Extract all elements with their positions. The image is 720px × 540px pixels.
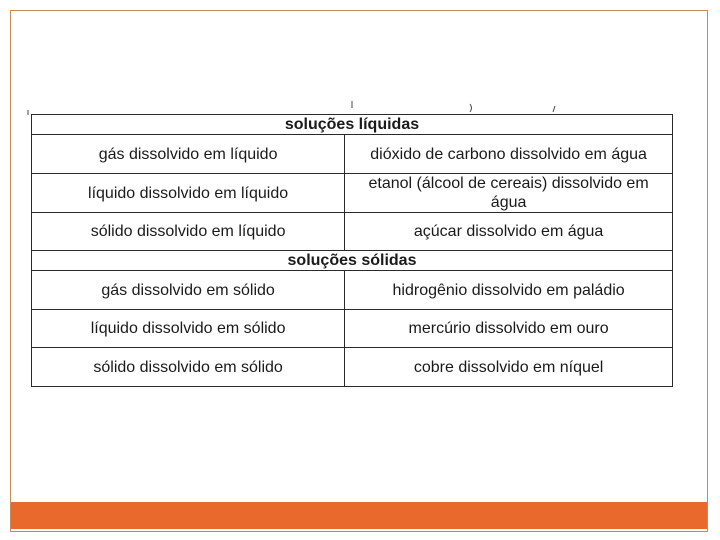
table-row <box>32 213 673 251</box>
solution-example-cell: dióxido de carbono dissolvido em água <box>345 135 673 174</box>
footer-accent-bar <box>11 502 707 529</box>
solution-example-cell: cobre dissolvido em níquel <box>345 348 673 387</box>
solution-example-cell: etanol (álcool de cereais) dissolvido em água <box>345 174 673 213</box>
solution-type-cell: gás dissolvido em sólido <box>32 271 345 310</box>
solution-type-cell: sólido dissolvido em líquido <box>32 213 345 251</box>
table-row <box>32 310 673 348</box>
solution-type-cell: líquido dissolvido em líquido <box>32 174 345 213</box>
table-row <box>32 348 673 387</box>
solution-example-cell: açúcar dissolvido em água <box>345 213 673 251</box>
table-row <box>32 271 673 310</box>
table-row <box>32 135 673 174</box>
table-row <box>32 174 673 213</box>
solution-example-cell: hidrogênio dissolvido em paládio <box>345 271 673 310</box>
solution-type-cell: líquido dissolvido em sólido <box>32 310 345 348</box>
solution-type-cell: gás dissolvido em líquido <box>32 135 345 174</box>
solution-type-cell: sólido dissolvido em sólido <box>32 348 345 387</box>
section-header-row <box>32 251 673 271</box>
section-header-row <box>32 115 673 135</box>
solution-example-cell: mercúrio dissolvido em ouro <box>345 310 673 348</box>
liquid-solutions-header: soluções líquidas <box>32 115 673 135</box>
solid-solutions-header: soluções sólidas <box>32 251 673 271</box>
solutions-table <box>31 114 673 387</box>
